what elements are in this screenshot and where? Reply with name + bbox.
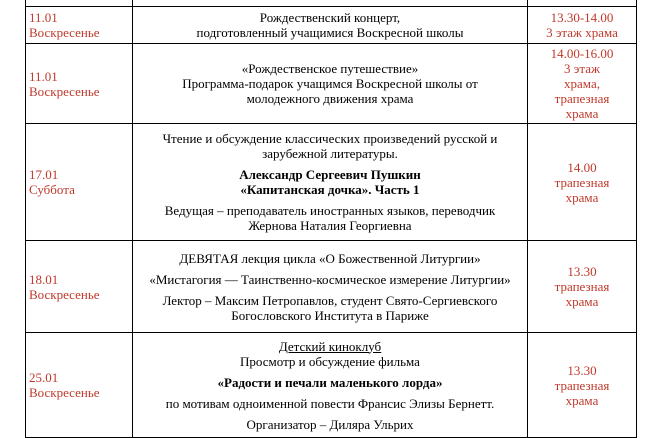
event-time: 13.30 — [567, 264, 597, 279]
time-cell — [528, 241, 637, 333]
event-club: Детский киноклуб — [278, 338, 382, 354]
event-time: 13.30 — [567, 362, 597, 378]
event-host: Жернова Наталия Георгиевна — [248, 218, 412, 233]
event-lecturer: Богословского Института в Париже — [231, 307, 429, 323]
event-place: трапезная — [554, 91, 610, 106]
event-text: молодежного движения храма — [246, 91, 414, 106]
events-schedule-table — [25, 0, 637, 438]
table-row — [26, 7, 637, 44]
event-place: трапезная — [554, 377, 610, 393]
event-text: Программа-подарок учащимся Воскресной школы от — [182, 76, 478, 91]
date-cell — [26, 333, 133, 438]
event-work-title: «Капитанская дочка». Часть 1 — [240, 182, 420, 197]
event-date: 11.01 — [29, 68, 58, 84]
time-cell — [528, 333, 637, 438]
event-topic: «Мистагогия — Таинственно-космическое измерение Литургии» — [149, 271, 511, 287]
event-day: Воскресенье — [29, 385, 100, 400]
event-author: Александр Сергеевич Пушкин — [239, 167, 421, 182]
event-place: храма — [565, 189, 599, 205]
table-row — [26, 241, 637, 333]
description-cell — [133, 7, 528, 44]
description-cell — [133, 44, 528, 124]
event-text: подготовленный учащимися Воскресной школы — [196, 25, 464, 40]
date-cell — [26, 7, 133, 44]
table-row — [26, 44, 637, 124]
event-place: храма — [565, 294, 599, 309]
event-time: 14.00-16.00 — [550, 46, 614, 61]
event-film-title: «Радости и печали маленького лорда» — [217, 374, 443, 390]
event-place: трапезная — [554, 279, 610, 294]
description-cell — [133, 124, 528, 241]
event-date: 18.01 — [29, 271, 59, 287]
event-day: Воскресенье — [29, 83, 100, 99]
event-text: Чтение и обсуждение классических произведений русской и — [162, 131, 498, 146]
event-place: храма — [565, 392, 599, 408]
event-lecturer: Лектор – Максим Петропавлов, студент Свято-Сергиевского — [162, 292, 498, 308]
event-time: 13.30-14.00 — [550, 10, 614, 25]
event-host: Ведущая – преподаватель иностранных языков, переводчик — [164, 203, 496, 218]
event-title: «Рождественское путешествие» — [241, 61, 419, 76]
event-time: 14.00 — [567, 159, 597, 175]
event-text: зарубежной литературы. — [262, 146, 398, 161]
event-place: храма, — [564, 76, 600, 91]
time-cell — [528, 124, 637, 241]
event-source: по мотивам одноименной повести Франсис Элизы Бернетт. — [165, 395, 495, 411]
description-cell — [133, 333, 528, 438]
date-cell — [26, 44, 133, 124]
event-place: 3 этаж — [564, 61, 600, 76]
event-day: Воскресенье — [29, 286, 100, 302]
event-place: 3 этаж храма — [546, 25, 618, 40]
description-cell — [133, 241, 528, 333]
table-row — [26, 124, 637, 241]
event-organizer: Организатор – Диляра Ульрих — [246, 416, 414, 432]
time-cell — [528, 44, 637, 124]
date-cell — [26, 241, 133, 333]
event-title: Рождественский концерт, — [259, 10, 401, 25]
event-place: трапезная — [554, 174, 610, 190]
event-day: Суббота — [29, 182, 75, 197]
time-cell — [528, 7, 637, 44]
event-subtitle: Просмотр и обсуждение фильма — [240, 353, 420, 369]
event-series: ДЕВЯТАЯ лекция цикла «О Божественной Литургии» — [179, 250, 481, 266]
event-date: 17.01 — [29, 167, 59, 182]
event-date: 25.01 — [29, 370, 59, 385]
table-row — [26, 333, 637, 438]
event-place: храма — [565, 106, 599, 121]
event-day: Воскресенье — [29, 25, 100, 40]
date-cell — [26, 124, 133, 241]
event-date: 11.01 — [29, 10, 58, 25]
